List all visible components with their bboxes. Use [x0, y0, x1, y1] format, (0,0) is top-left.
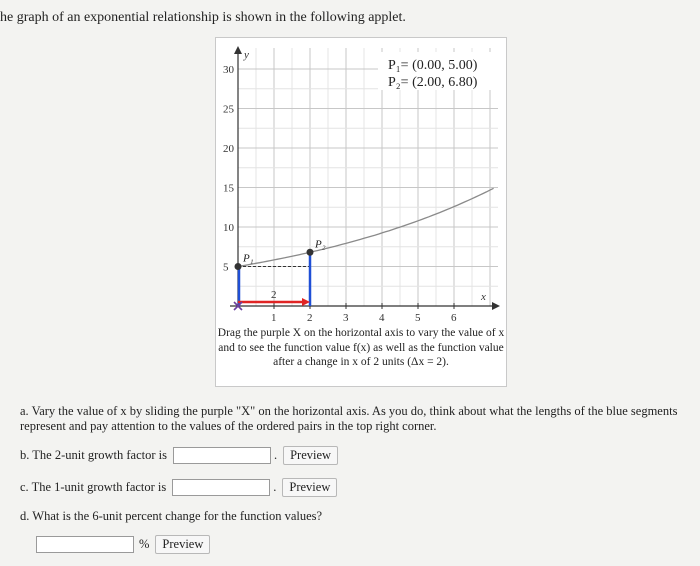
graph-applet[interactable]: [215, 37, 507, 387]
intro-text: he graph of an exponential relationship is shown in the following applet.: [0, 10, 406, 25]
c-answer-input[interactable]: [172, 479, 270, 496]
c-preview-button[interactable]: Preview: [282, 478, 337, 497]
question-d-row: [20, 509, 322, 524]
question-c-row: [20, 478, 337, 497]
question-b-row: [20, 446, 338, 465]
y-tick-label: 25: [223, 103, 234, 116]
percent-sign: %: [139, 537, 150, 551]
p1-readout: P₁= (0.00, 5.00): [388, 58, 478, 73]
y-tick-label: 30: [223, 64, 234, 76]
point-p1[interactable]: [235, 263, 242, 270]
x-tick-label: 6: [451, 312, 457, 324]
graph-canvas[interactable]: [216, 38, 506, 328]
d-preview-button[interactable]: Preview: [155, 535, 210, 554]
x-tick-label: 5: [415, 312, 421, 324]
point-p2[interactable]: [307, 249, 314, 256]
delta-x-label: 2: [271, 289, 277, 301]
c-period: .: [273, 480, 277, 494]
b-period: .: [273, 448, 278, 462]
p1-label: P₁: [243, 252, 254, 265]
p2-readout: P₂= (2.00, 6.80): [388, 75, 478, 90]
x-axis-arrow-icon: [492, 302, 500, 310]
y-tick-label: 5: [223, 261, 229, 274]
y-tick-label: 15: [223, 182, 234, 195]
b-preview-button[interactable]: Preview: [283, 446, 338, 465]
x-tick-label: 2: [307, 312, 313, 324]
d-answer-input[interactable]: [36, 536, 134, 553]
x-tick-label: 4: [379, 312, 385, 324]
x-tick-label: 3: [343, 312, 349, 324]
y-axis-label: y: [244, 49, 249, 61]
applet-caption: Drag the purple X on the horizontal axis to vary the value of x and to see the function value f(x) as well as the function value after a change in x of 2 units (Δx = 2).: [217, 327, 505, 368]
question-b-label: b. The 2-unit growth factor is: [20, 448, 167, 462]
y-axis-arrow-icon: [234, 46, 242, 54]
question-c-label: c. The 1-unit growth factor is: [20, 480, 167, 494]
x-tick-label: 1: [271, 312, 277, 324]
y-tick-label: 20: [223, 143, 234, 155]
question-d-label: d. What is the 6-unit percent change for the function values?: [20, 509, 323, 523]
y-tick-label: 10: [223, 222, 234, 234]
p2-label: P₂: [315, 238, 326, 251]
d-answer-row: [36, 535, 210, 554]
question-a: a. Vary the value of x by sliding the purple "X" on the horizontal axis. As you do, think about what the lengths of the blue segments represent and pay attention to the values of the ordered pairs in the top right corner.: [20, 404, 678, 433]
b-answer-input[interactable]: [173, 447, 271, 464]
x-axis-label: x: [481, 291, 486, 303]
